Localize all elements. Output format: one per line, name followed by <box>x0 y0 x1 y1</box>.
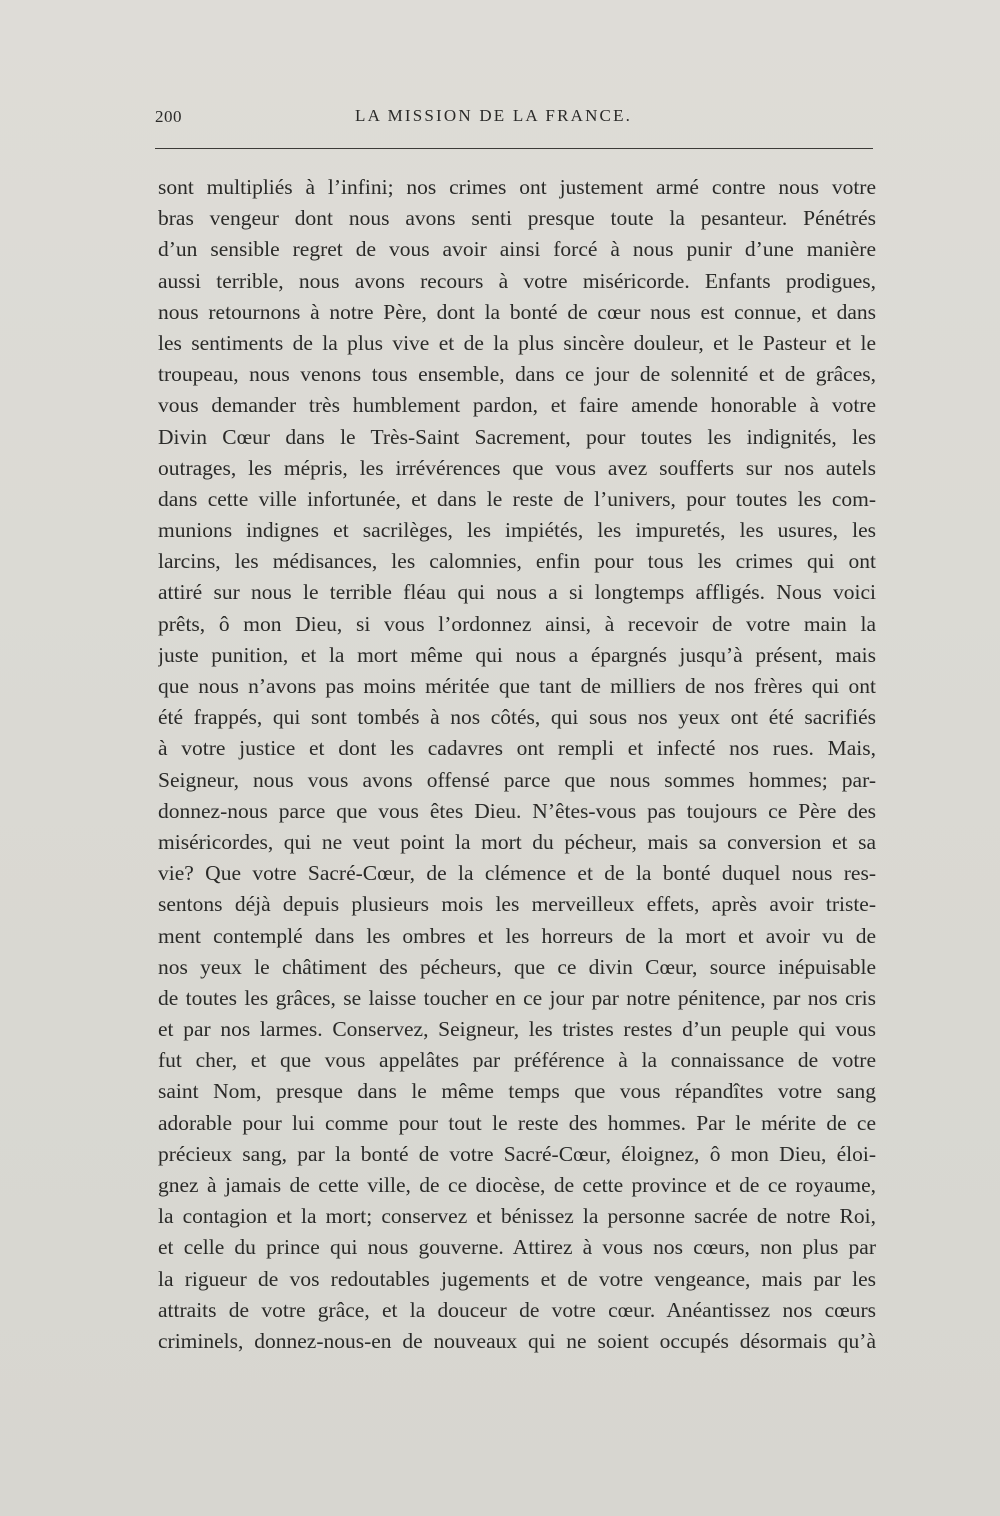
text-line: sentons déjà depuis plusieurs mois les merveilleux effets, après avoir triste- <box>158 892 876 917</box>
text-line: sont multipliés à l’infini; nos crimes ont justement armé contre nous votre <box>158 175 876 199</box>
header-rule <box>155 148 873 149</box>
text-line: bras vengeur dont nous avons senti presque toute la pesanteur. Pénétrés <box>158 206 876 231</box>
text-line: de toutes les grâces, se laisse toucher en ce jour par notre pénitence, par nos cris <box>158 985 876 1010</box>
text-line: larcins, les médisances, les calomnies, enfin pour tous les crimes qui ont <box>158 549 876 574</box>
text-line: juste punition, et la mort même qui nous a épargnés jusqu’à présent, mais <box>158 642 876 667</box>
text-line: la contagion et la mort; conservez et bénissez la personne sacrée de notre Roi, <box>158 1204 876 1229</box>
text-line: Divin Cœur dans le Très-Saint Sacrement, pour toutes les indignités, les <box>158 424 876 449</box>
text-line: Seigneur, nous vous avons offensé parce que nous sommes hommes; par- <box>158 767 876 792</box>
text-line: nos yeux le châtiment des pécheurs, que ce divin Cœur, source inépuisable <box>158 954 876 979</box>
text-line: et celle du prince qui nous gouverne. Attirez à vous nos cœurs, non plus par <box>158 1235 876 1260</box>
text-line: d’un sensible regret de vous avoir ainsi forcé à nous punir d’une manière <box>158 237 876 262</box>
text-line: prêts, ô mon Dieu, si vous l’ordonnez ainsi, à recevoir de votre main la <box>158 611 876 636</box>
text-line: saint Nom, presque dans le même temps que vous répandîtes votre sang <box>158 1079 876 1104</box>
text-line: gnez à jamais de cette ville, de ce diocèse, de cette province et de ce royaume, <box>158 1173 876 1197</box>
text-line: ment contemplé dans les ombres et les horreurs de la mort et avoir vu de <box>158 923 876 948</box>
page-header <box>155 103 873 133</box>
text-line: outrages, les mépris, les irrévérences que vous avez soufferts sur nos autels <box>158 455 876 480</box>
text-line: attraits de votre grâce, et la douceur de votre cœur. Anéantissez nos cœurs <box>158 1297 876 1322</box>
text-line: vie? Que votre Sacré-Cœur, de la clémence et de la bonté duquel nous res- <box>158 861 876 886</box>
text-line: adorable pour lui comme pour tout le reste des hommes. Par le mérite de ce <box>158 1110 876 1135</box>
text-line: les sentiments de la plus vive et de la plus sincère douleur, et le Pasteur et le <box>158 330 876 355</box>
body-text <box>158 172 876 1357</box>
text-line: aussi terrible, nous avons recours à votre miséricorde. Enfants prodigues, <box>158 268 876 293</box>
text-line: miséricordes, qui ne veut point la mort du pécheur, mais sa conversion et sa <box>158 829 876 854</box>
text-line: attiré sur nous le terrible fléau qui nous a si longtemps affligés. Nous voici <box>158 580 876 605</box>
text-line: à votre justice et dont les cadavres ont rempli et infecté nos rues. Mais, <box>158 736 876 761</box>
text-line: vous demander très humblement pardon, et faire amende honorable à votre <box>158 393 876 418</box>
text-line: donnez-nous parce que vous êtes Dieu. N’êtes-vous pas toujours ce Père des <box>158 798 876 823</box>
text-line: et par nos larmes. Conservez, Seigneur, les tristes restes d’un peuple qui vous <box>158 1017 876 1042</box>
text-line: criminels, donnez-nous-en de nouveaux qui ne soient occupés désormais qu’à <box>158 1328 876 1353</box>
text-line: troupeau, nous venons tous ensemble, dans ce jour de solennité et de grâces, <box>158 362 876 387</box>
text-line: nous retournons à notre Père, dont la bonté de cœur nous est connue, et dans <box>158 299 876 324</box>
text-line: fut cher, et que vous appelâtes par préférence à la connaissance de votre <box>158 1048 876 1073</box>
text-line: que nous n’avons pas moins méritée que tant de milliers de nos frères qui ont <box>158 674 876 698</box>
text-line: précieux sang, par la bonté de votre Sacré-Cœur, éloignez, ô mon Dieu, éloi- <box>158 1141 876 1166</box>
text-line: la rigueur de vos redoutables jugements et de votre vengeance, mais par les <box>158 1266 876 1291</box>
text-line: été frappés, qui sont tombés à nos côtés, qui sous nos yeux ont été sacrifiés <box>158 705 876 730</box>
text-line: dans cette ville infortunée, et dans le reste de l’univers, pour toutes les com- <box>158 486 876 511</box>
running-title: LA MISSION DE LA FRANCE. <box>355 106 633 125</box>
text-line: munions indignes et sacrilèges, les impiétés, les impuretés, les usures, les <box>158 518 876 543</box>
page-number: 200 <box>155 107 182 126</box>
